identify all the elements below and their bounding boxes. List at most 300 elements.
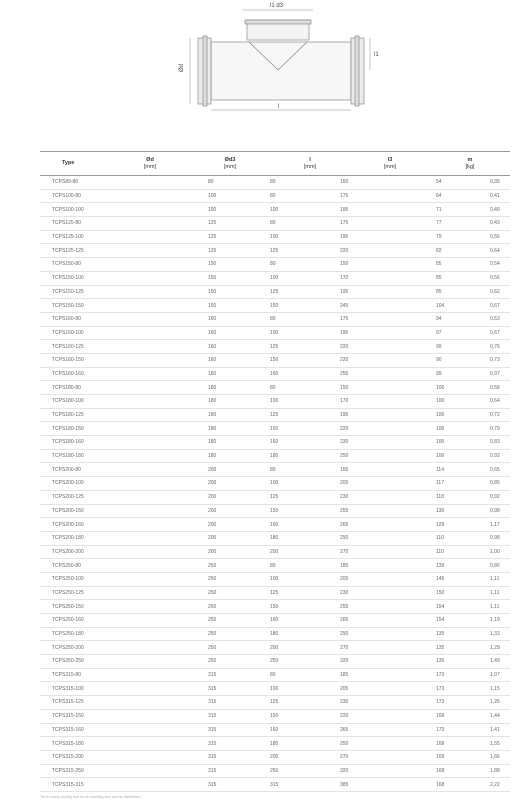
cell-d3: 125: [190, 340, 270, 354]
cell-d: 200: [110, 490, 190, 504]
cell-l3: 64: [350, 189, 430, 203]
cell-l3: 154: [350, 600, 430, 614]
cell-l: 195: [270, 326, 350, 340]
cell-d: 315: [110, 709, 190, 723]
table-row: [40, 463, 510, 477]
cell-type: TCPS150-100: [40, 271, 110, 285]
cell-d3: 125: [190, 696, 270, 710]
cell-l3: 100: [350, 408, 430, 422]
cell-l: 220: [270, 353, 350, 367]
cell-d: 315: [110, 696, 190, 710]
cell-l3: 168: [350, 764, 430, 778]
cell-l: 230: [270, 696, 350, 710]
cell-l3: 99: [350, 367, 430, 381]
cell-type: TCPS180-80: [40, 381, 110, 395]
cell-d3: 125: [190, 285, 270, 299]
cell-l3: 173: [350, 682, 430, 696]
cell-d: 150: [110, 271, 190, 285]
cell-l: 255: [270, 367, 350, 381]
cell-type: TCPS180-100: [40, 395, 110, 409]
cell-d: 200: [110, 531, 190, 545]
cell-m: 0,83: [430, 436, 510, 450]
cell-l3: 173: [350, 696, 430, 710]
cell-d3: 80: [190, 463, 270, 477]
cell-d3: 160: [190, 436, 270, 450]
cell-d3: 200: [190, 545, 270, 559]
table-row: [40, 545, 510, 559]
cell-d3: 125: [190, 586, 270, 600]
cell-l3: 135: [350, 641, 430, 655]
cell-m: 0,64: [430, 395, 510, 409]
header-l: l [mm]: [270, 152, 350, 176]
cell-l3: 100: [350, 381, 430, 395]
table-row: [40, 230, 510, 244]
cell-l: 185: [270, 559, 350, 573]
cell-m: 0,92: [430, 449, 510, 463]
cell-l: 385: [270, 778, 350, 792]
cell-d: 160: [110, 353, 190, 367]
header-d: Ød [mm]: [110, 152, 190, 176]
cell-d3: 180: [190, 531, 270, 545]
cell-d: 315: [110, 750, 190, 764]
table-row: [40, 696, 510, 710]
table-row: [40, 531, 510, 545]
dimensions-table: [40, 151, 510, 792]
table-row: [40, 436, 510, 450]
cell-d: 180: [110, 408, 190, 422]
cell-type: TCPS200-150: [40, 504, 110, 518]
cell-type: TCPS125-125: [40, 244, 110, 258]
dim-label-l1d3: l1 d3: [270, 3, 284, 9]
cell-d3: 200: [190, 641, 270, 655]
cell-d: 180: [110, 381, 190, 395]
cell-m: 1,15: [430, 682, 510, 696]
table-row: [40, 422, 510, 436]
cell-type: TCPS250-100: [40, 572, 110, 586]
table-row: [40, 353, 510, 367]
cell-m: 1,33: [430, 627, 510, 641]
cell-l: 205: [270, 477, 350, 491]
cell-m: 1,55: [430, 737, 510, 751]
table-row: [40, 709, 510, 723]
cell-m: 0,58: [430, 381, 510, 395]
cell-l: 320: [270, 764, 350, 778]
cell-d: 150: [110, 258, 190, 272]
cell-d: 200: [110, 518, 190, 532]
cell-d3: 125: [190, 408, 270, 422]
header-type: Type: [40, 152, 110, 176]
cell-l3: 85: [350, 285, 430, 299]
cell-l: 230: [270, 490, 350, 504]
cell-l: 205: [270, 682, 350, 696]
table-row: [40, 408, 510, 422]
cell-l3: 79: [350, 230, 430, 244]
cell-l3: 129: [350, 518, 430, 532]
table-row: [40, 258, 510, 272]
header-d3: Ød3 [mm]: [190, 152, 270, 176]
cell-d3: 150: [190, 353, 270, 367]
cell-d3: 160: [190, 723, 270, 737]
cell-d3: 80: [190, 189, 270, 203]
cell-m: 0,85: [430, 477, 510, 491]
cell-d3: 150: [190, 709, 270, 723]
cell-d3: 100: [190, 682, 270, 696]
table-row: [40, 312, 510, 326]
cell-l3: 114: [350, 463, 430, 477]
cell-l3: 99: [350, 340, 430, 354]
cell-d: 315: [110, 737, 190, 751]
cell-l3: 54: [350, 176, 430, 190]
cell-l: 205: [270, 572, 350, 586]
cell-m: 0,49: [430, 203, 510, 217]
cell-d: 250: [110, 627, 190, 641]
table-row: [40, 367, 510, 381]
table-row: [40, 641, 510, 655]
cell-l3: 117: [350, 477, 430, 491]
cell-l3: 100: [350, 422, 430, 436]
cell-m: 0,41: [430, 189, 510, 203]
cell-l3: 173: [350, 668, 430, 682]
cell-l3: 135: [350, 655, 430, 669]
cell-l3: 110: [350, 531, 430, 545]
cell-m: 1,44: [430, 709, 510, 723]
table-row: [40, 504, 510, 518]
cell-l: 195: [270, 285, 350, 299]
table-row: [40, 381, 510, 395]
cell-type: TCPS180-125: [40, 408, 110, 422]
cell-m: 0,43: [430, 217, 510, 231]
cell-d: 250: [110, 655, 190, 669]
table-row: [40, 203, 510, 217]
cell-d3: 160: [190, 367, 270, 381]
table-body: [40, 176, 510, 792]
cell-d3: 100: [190, 395, 270, 409]
cell-d3: 180: [190, 737, 270, 751]
cell-d: 250: [110, 614, 190, 628]
cell-m: 0,97: [430, 367, 510, 381]
branch-gasket: [245, 20, 311, 24]
cell-m: 0,67: [430, 326, 510, 340]
cell-type: TCPS80-80: [40, 176, 110, 190]
cell-l: 220: [270, 340, 350, 354]
cell-l: 230: [270, 586, 350, 600]
cell-l3: 150: [350, 586, 430, 600]
cell-d3: 150: [190, 504, 270, 518]
cell-d3: 315: [190, 778, 270, 792]
table-row: [40, 271, 510, 285]
cell-d3: 250: [190, 764, 270, 778]
table-row: [40, 176, 510, 190]
cell-d: 100: [110, 189, 190, 203]
table-row: [40, 668, 510, 682]
cell-m: 1,88: [430, 764, 510, 778]
cell-l3: 118: [350, 490, 430, 504]
cell-type: TCPS200-180: [40, 531, 110, 545]
cell-d: 250: [110, 572, 190, 586]
cell-m: 1,66: [430, 750, 510, 764]
cell-type: TCPS150-150: [40, 299, 110, 313]
table-row: [40, 340, 510, 354]
cell-m: 1,19: [430, 614, 510, 628]
cell-type: TCPS125-80: [40, 217, 110, 231]
cell-l: 170: [270, 395, 350, 409]
cell-d3: 160: [190, 518, 270, 532]
cell-type: TCPS200-125: [40, 490, 110, 504]
table-row: [40, 723, 510, 737]
cell-l3: 104: [350, 299, 430, 313]
table-row: [40, 326, 510, 340]
table-row: [40, 600, 510, 614]
cell-type: TCPS160-125: [40, 340, 110, 354]
cell-l: 185: [270, 668, 350, 682]
cell-l3: 130: [350, 504, 430, 518]
cell-type: TCPS315-150: [40, 709, 110, 723]
cell-l: 220: [270, 244, 350, 258]
cell-l3: 100: [350, 436, 430, 450]
cell-d3: 80: [190, 258, 270, 272]
table-row: [40, 559, 510, 573]
table-row: [40, 614, 510, 628]
cell-m: 0,64: [430, 244, 510, 258]
cell-m: 1,41: [430, 723, 510, 737]
cell-d: 160: [110, 312, 190, 326]
cell-type: TCPS250-250: [40, 655, 110, 669]
cell-l: 195: [270, 230, 350, 244]
cell-type: TCPS250-200: [40, 641, 110, 655]
cell-m: 1,29: [430, 641, 510, 655]
cell-m: 1,00: [430, 545, 510, 559]
cell-l3: 82: [350, 244, 430, 258]
cell-type: TCPS250-80: [40, 559, 110, 573]
dim-label-d: Ød: [179, 63, 185, 72]
cell-l: 220: [270, 422, 350, 436]
cell-m: 0,65: [430, 463, 510, 477]
cell-d: 315: [110, 682, 190, 696]
cell-m: 0,86: [430, 559, 510, 573]
cell-m: 1,11: [430, 572, 510, 586]
table-row: [40, 449, 510, 463]
cell-l: 250: [270, 737, 350, 751]
cell-l: 270: [270, 750, 350, 764]
right-gasket: [355, 36, 359, 106]
cell-m: 1,17: [430, 518, 510, 532]
cell-m: 0,73: [430, 353, 510, 367]
header-m: m [kg]: [430, 152, 510, 176]
table-row: [40, 750, 510, 764]
cell-l: 175: [270, 189, 350, 203]
cell-l3: 168: [350, 778, 430, 792]
table-row: [40, 655, 510, 669]
cell-m: 0,56: [430, 230, 510, 244]
footnote: Tee in heavy cooling duct for air handling duct and air distribution: [40, 795, 141, 799]
cell-l: 150: [270, 381, 350, 395]
cell-type: TCPS180-180: [40, 449, 110, 463]
table-row: [40, 285, 510, 299]
cell-l: 250: [270, 449, 350, 463]
cell-l: 170: [270, 271, 350, 285]
cell-d: 80: [110, 176, 190, 190]
cell-l3: 168: [350, 750, 430, 764]
cell-l: 230: [270, 436, 350, 450]
cell-l3: 85: [350, 271, 430, 285]
cell-d: 315: [110, 778, 190, 792]
table-row: [40, 518, 510, 532]
cell-l3: 168: [350, 709, 430, 723]
cell-d3: 200: [190, 750, 270, 764]
cell-type: TCPS160-150: [40, 353, 110, 367]
cell-d3: 180: [190, 627, 270, 641]
cell-d: 160: [110, 326, 190, 340]
cell-d: 250: [110, 559, 190, 573]
cell-l3: 100: [350, 449, 430, 463]
cell-type: TCPS250-180: [40, 627, 110, 641]
cell-d: 200: [110, 545, 190, 559]
cell-l: 195: [270, 408, 350, 422]
cell-l: 265: [270, 614, 350, 628]
cell-m: 0,98: [430, 504, 510, 518]
cell-type: TCPS150-80: [40, 258, 110, 272]
cell-m: 2,22: [430, 778, 510, 792]
cell-m: 1,11: [430, 586, 510, 600]
cell-l: 175: [270, 312, 350, 326]
cell-d: 180: [110, 449, 190, 463]
cell-l3: 97: [350, 326, 430, 340]
cell-m: 1,26: [430, 696, 510, 710]
cell-d3: 80: [190, 312, 270, 326]
cell-d: 125: [110, 244, 190, 258]
cell-l3: 146: [350, 572, 430, 586]
dim-label-l1: l1: [374, 52, 379, 58]
cell-d: 315: [110, 723, 190, 737]
cell-d3: 80: [190, 217, 270, 231]
cell-m: 0,92: [430, 490, 510, 504]
table-row: [40, 682, 510, 696]
cell-type: TCPS315-200: [40, 750, 110, 764]
cell-type: TCPS160-80: [40, 312, 110, 326]
cell-d3: 100: [190, 477, 270, 491]
cell-m: 0,67: [430, 299, 510, 313]
cell-l: 250: [270, 627, 350, 641]
cell-d: 100: [110, 203, 190, 217]
cell-d: 250: [110, 641, 190, 655]
cell-d: 315: [110, 668, 190, 682]
cell-l: 270: [270, 545, 350, 559]
table-row: [40, 477, 510, 491]
cell-type: TCPS315-250: [40, 764, 110, 778]
cell-d3: 160: [190, 614, 270, 628]
cell-d3: 125: [190, 244, 270, 258]
cell-m: 0,76: [430, 340, 510, 354]
table-row: [40, 217, 510, 231]
cell-d: 250: [110, 586, 190, 600]
cell-l3: 139: [350, 559, 430, 573]
cell-l: 270: [270, 641, 350, 655]
cell-m: 1,11: [430, 600, 510, 614]
table-row: [40, 627, 510, 641]
header-l3: l3 [mm]: [350, 152, 430, 176]
cell-d3: 150: [190, 600, 270, 614]
cell-l3: 110: [350, 545, 430, 559]
cell-d3: 100: [190, 203, 270, 217]
cell-d3: 80: [190, 176, 270, 190]
cell-l3: 135: [350, 627, 430, 641]
cell-d: 200: [110, 463, 190, 477]
table-row: [40, 778, 510, 792]
cell-d: 150: [110, 299, 190, 313]
cell-m: 0,79: [430, 422, 510, 436]
cell-m: 0,56: [430, 271, 510, 285]
cell-d3: 100: [190, 230, 270, 244]
cell-m: 0,62: [430, 285, 510, 299]
cell-type: TCPS315-160: [40, 723, 110, 737]
cell-l: 220: [270, 709, 350, 723]
cell-d3: 125: [190, 490, 270, 504]
cell-d3: 180: [190, 449, 270, 463]
cell-l3: 71: [350, 203, 430, 217]
cell-m: 0,54: [430, 258, 510, 272]
left-gasket: [203, 36, 207, 106]
table-row: [40, 299, 510, 313]
cell-l: 265: [270, 518, 350, 532]
cell-m: 1,07: [430, 668, 510, 682]
cell-d3: 80: [190, 559, 270, 573]
cell-d3: 100: [190, 271, 270, 285]
cell-m: 0,98: [430, 531, 510, 545]
cell-type: TCPS200-100: [40, 477, 110, 491]
cell-type: TCPS200-160: [40, 518, 110, 532]
cell-l: 245: [270, 299, 350, 313]
cell-d3: 100: [190, 572, 270, 586]
cell-l3: 173: [350, 723, 430, 737]
cell-d3: 150: [190, 422, 270, 436]
cell-m: 1,49: [430, 655, 510, 669]
cell-type: TCPS200-80: [40, 463, 110, 477]
cell-type: TCPS150-125: [40, 285, 110, 299]
cell-l3: 168: [350, 737, 430, 751]
tee-fitting-diagram: [0, 0, 522, 140]
cell-l3: 154: [350, 614, 430, 628]
cell-type: TCPS315-315: [40, 778, 110, 792]
cell-d3: 150: [190, 299, 270, 313]
cell-type: TCPS100-80: [40, 189, 110, 203]
cell-type: TCPS100-100: [40, 203, 110, 217]
cell-d3: 100: [190, 326, 270, 340]
cell-d: 160: [110, 340, 190, 354]
cell-type: TCPS250-150: [40, 600, 110, 614]
cell-d3: 250: [190, 655, 270, 669]
cell-l3: 100: [350, 395, 430, 409]
cell-l3: 85: [350, 258, 430, 272]
main-body: [211, 42, 351, 100]
table-row: [40, 764, 510, 778]
cell-d3: 80: [190, 381, 270, 395]
cell-l: 255: [270, 600, 350, 614]
cell-type: TCPS180-160: [40, 436, 110, 450]
cell-type: TCPS250-125: [40, 586, 110, 600]
cell-l3: 77: [350, 217, 430, 231]
cell-d: 200: [110, 477, 190, 491]
cell-l: 320: [270, 655, 350, 669]
table-row: [40, 586, 510, 600]
cell-type: TCPS315-80: [40, 668, 110, 682]
cell-l: 160: [270, 176, 350, 190]
cell-type: TCPS180-150: [40, 422, 110, 436]
cell-l3: 94: [350, 312, 430, 326]
cell-l: 195: [270, 203, 350, 217]
cell-m: 0,53: [430, 312, 510, 326]
table-row: [40, 737, 510, 751]
table-row: [40, 572, 510, 586]
